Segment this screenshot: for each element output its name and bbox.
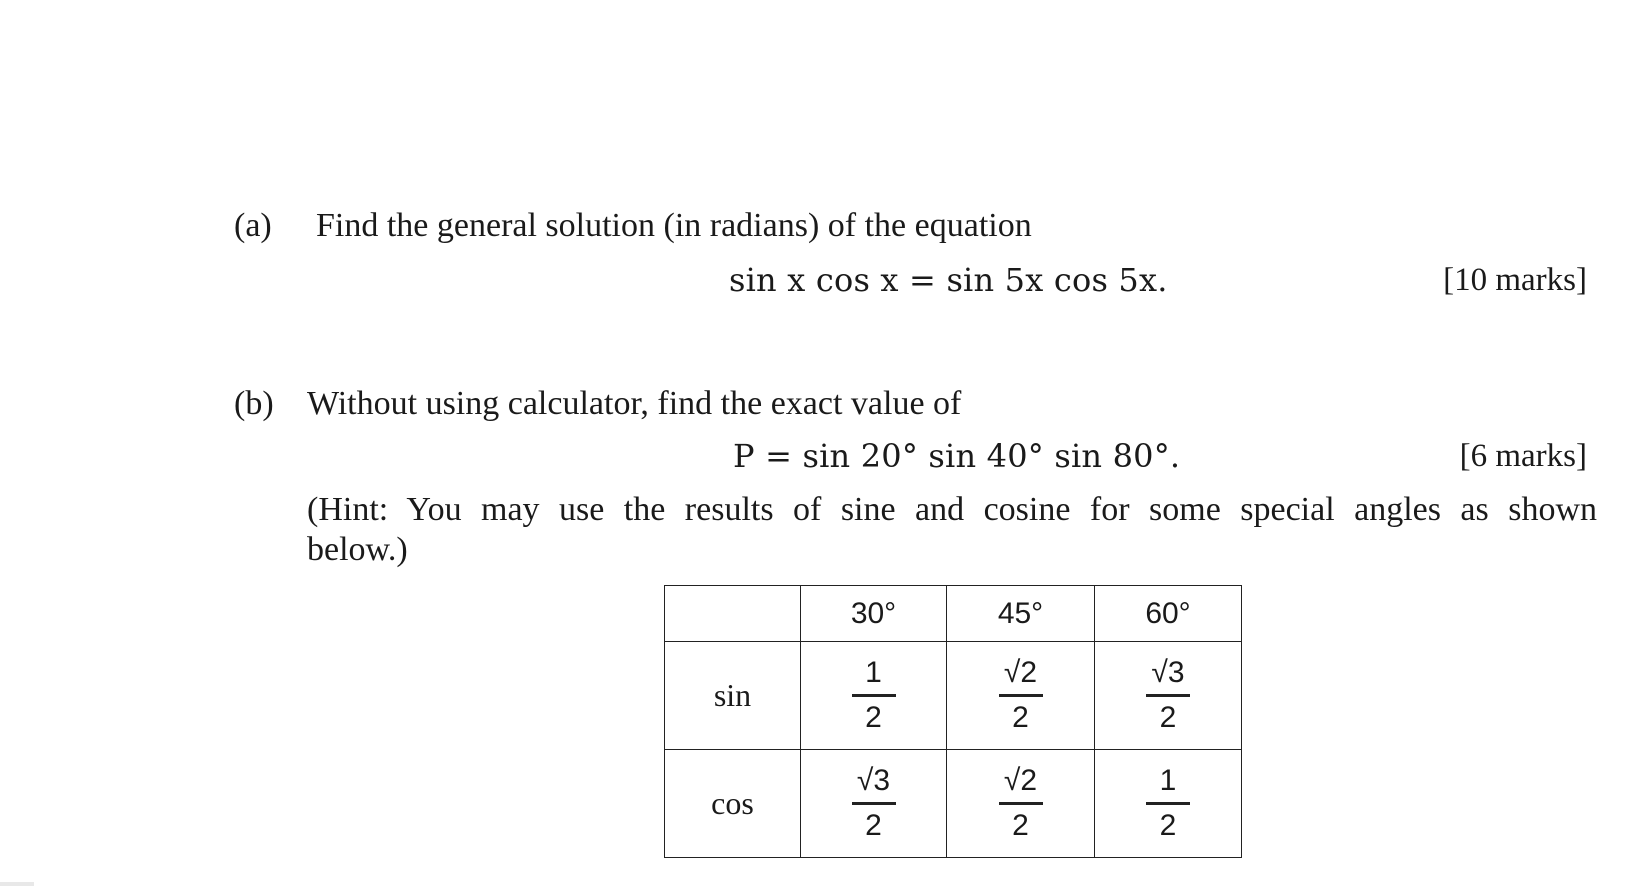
table-header-45: 45°: [947, 586, 1095, 642]
part-a-label: (a): [234, 207, 272, 244]
part-a-marks: [10 marks]: [1443, 262, 1587, 298]
table-header-60: 60°: [1095, 586, 1242, 642]
numerator: 1: [1159, 764, 1177, 797]
numerator: 1: [865, 656, 882, 689]
fraction: [1146, 656, 1190, 735]
cell-cos-60: [1095, 750, 1242, 858]
part-b-question: Without using calculator, find the exact value of: [307, 385, 962, 422]
part-a-equation: sin x cos x = sin 5x cos 5x.: [729, 261, 1168, 299]
numerator: √2: [1003, 656, 1038, 689]
fraction: [999, 656, 1043, 735]
numerator: √2: [1003, 764, 1038, 797]
part-b-equation: P = sin 20° sin 40° sin 80°.: [733, 437, 1181, 475]
fraction: [1146, 764, 1190, 843]
special-angles-table: [664, 585, 1242, 858]
table-header-row: [665, 586, 1242, 642]
denominator: 2: [1159, 701, 1177, 734]
page-corner-mark: [0, 882, 34, 886]
cell-cos-45: [947, 750, 1095, 858]
table-corner-cell: [665, 586, 801, 642]
fraction: [852, 656, 896, 735]
cell-sin-30: [801, 642, 947, 750]
numerator: √3: [1151, 656, 1185, 689]
row-label-sin: sin: [665, 642, 801, 750]
denominator: 2: [1012, 809, 1029, 842]
denominator: 2: [1159, 809, 1177, 842]
table-row-sin: [665, 642, 1242, 750]
cell-sin-60: [1095, 642, 1242, 750]
part-b-hint: (Hint: You may use the results of sine and cosine for some special angles as shown below.): [307, 491, 1597, 568]
denominator: 2: [865, 701, 882, 734]
fraction: [999, 764, 1043, 843]
cell-cos-30: [801, 750, 947, 858]
part-a-question: Find the general solution (in radians) of the equation: [316, 207, 1032, 244]
denominator: 2: [1012, 701, 1029, 734]
row-label-cos: cos: [665, 750, 801, 858]
denominator: 2: [865, 809, 882, 842]
cell-sin-45: [947, 642, 1095, 750]
part-b-label: (b): [234, 385, 274, 422]
table-header-30: 30°: [801, 586, 947, 642]
table-row-cos: [665, 750, 1242, 858]
numerator: √3: [856, 764, 891, 797]
fraction: [852, 764, 896, 843]
part-b-marks: [6 marks]: [1459, 438, 1587, 474]
